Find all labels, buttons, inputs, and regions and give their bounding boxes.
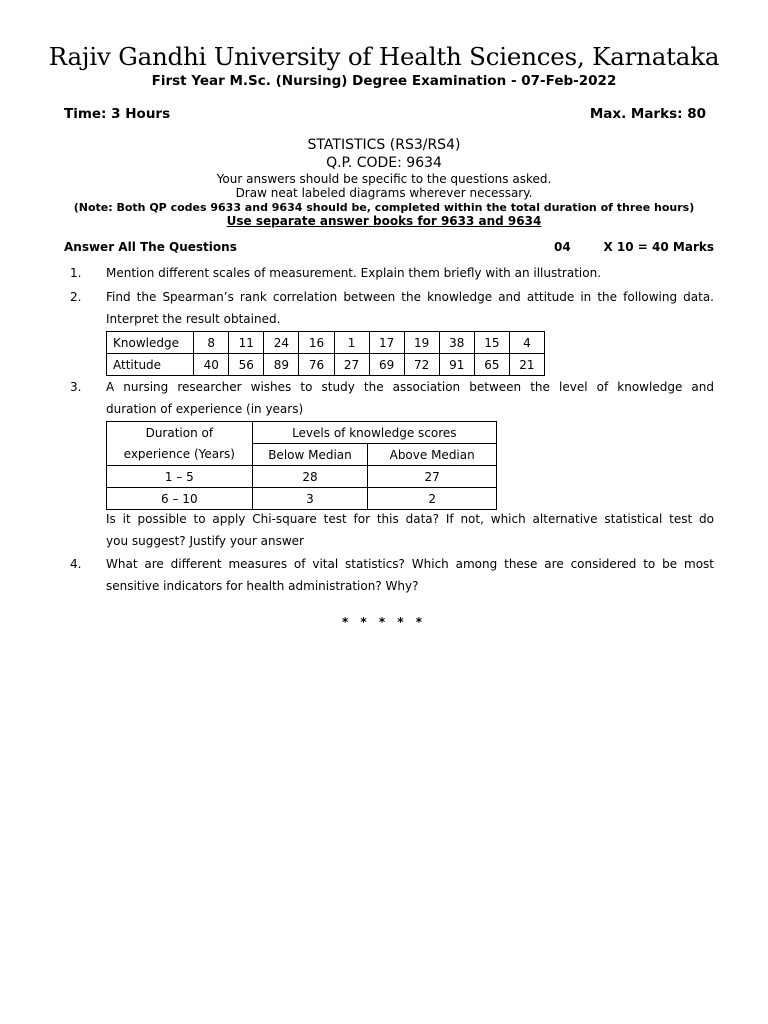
table-cell: 40 [194,354,229,376]
exam-time: Time: 3 Hours [64,106,171,122]
table-cell: 72 [404,354,439,376]
duration-cell: 6 – 10 [107,488,253,510]
exam-title: First Year M.Sc. (Nursing) Degree Examination - 07-Feb-2022 [151,73,617,89]
question-text: duration of experience (in years) [106,402,304,416]
table-cell: 11 [229,332,264,354]
table-cell: 27 [368,466,497,488]
table-cell: 21 [509,354,544,376]
question-text: sensitive indicators for health administration? Why? [106,579,419,593]
table-cell: 27 [334,354,369,376]
knowledge-levels-header: Levels of knowledge scores [252,422,496,444]
table-cell: 24 [264,332,299,354]
table-cell: 4 [509,332,544,354]
instruction-specific: Your answers should be specific to the questions asked. [216,172,552,186]
question-number: 2. [70,290,82,304]
table-cell: 76 [299,354,334,376]
section-marks: X 10 = 40 Marks [603,240,714,254]
table-row [107,354,545,376]
question-text: you suggest? Justify your answer [106,534,304,548]
table-row [107,422,497,444]
table-cell: 3 [252,488,368,510]
table-cell: 28 [252,466,368,488]
table-cell: 15 [474,332,509,354]
row-label-attitude: Attitude [107,354,194,376]
section-question-count: 04 [554,240,571,254]
question-text: A nursing researcher wishes to study the association between the level of knowledge and [106,380,714,394]
qp-note: (Note: Both QP codes 9633 and 9634 should be, completed within the total duration of three hours) [73,201,695,214]
above-median-header: Above Median [368,444,497,466]
duration-header-cont: experience (Years) [107,444,253,466]
question-text: Is it possible to apply Chi-square test for this data? If not, which alternative statistical test do [106,512,714,526]
subject-title: STATISTICS (RS3/RS4) [307,137,461,153]
separate-books-note: Use separate answer books for 9633 and 9634 [226,214,542,228]
table-cell: 89 [264,354,299,376]
row-label-knowledge: Knowledge [107,332,194,354]
question-number: 3. [70,380,82,394]
table-row [107,444,497,466]
table-cell: 2 [368,488,497,510]
question-text: What are different measures of vital statistics? Which among these are considered to be most [106,557,714,571]
contingency-table [106,421,497,510]
question-number: 4. [70,557,82,571]
qp-code: Q.P. CODE: 9634 [326,155,442,171]
instruction-diagrams: Draw neat labeled diagrams wherever necessary. [235,186,533,200]
duration-header: Duration of [107,422,253,444]
table-cell: 17 [369,332,404,354]
question-text: Interpret the result obtained. [106,312,281,326]
table-cell: 65 [474,354,509,376]
question-text: Find the Spearman’s rank correlation between the knowledge and attitude in the following data. [106,290,714,304]
table-cell: 38 [439,332,474,354]
table-cell: 8 [194,332,229,354]
table-cell: 56 [229,354,264,376]
table-cell: 91 [439,354,474,376]
table-cell: 19 [404,332,439,354]
max-marks: Max. Marks: 80 [589,106,706,122]
question-number: 1. [70,266,82,280]
question-text: Mention different scales of measurement. Explain them briefly with an illustration. [106,266,602,280]
duration-cell: 1 – 5 [107,466,253,488]
university-title: Rajiv Gandhi University of Health Sciences, Karnataka [48,42,720,71]
section-title: Answer All The Questions [64,240,237,254]
rank-data-table [106,331,545,376]
table-cell: 16 [299,332,334,354]
table-row [107,488,497,510]
table-cell: 69 [369,354,404,376]
below-median-header: Below Median [252,444,368,466]
table-cell: 1 [334,332,369,354]
table-row [107,332,545,354]
end-marker: * * * * * [341,615,427,629]
table-row [107,466,497,488]
